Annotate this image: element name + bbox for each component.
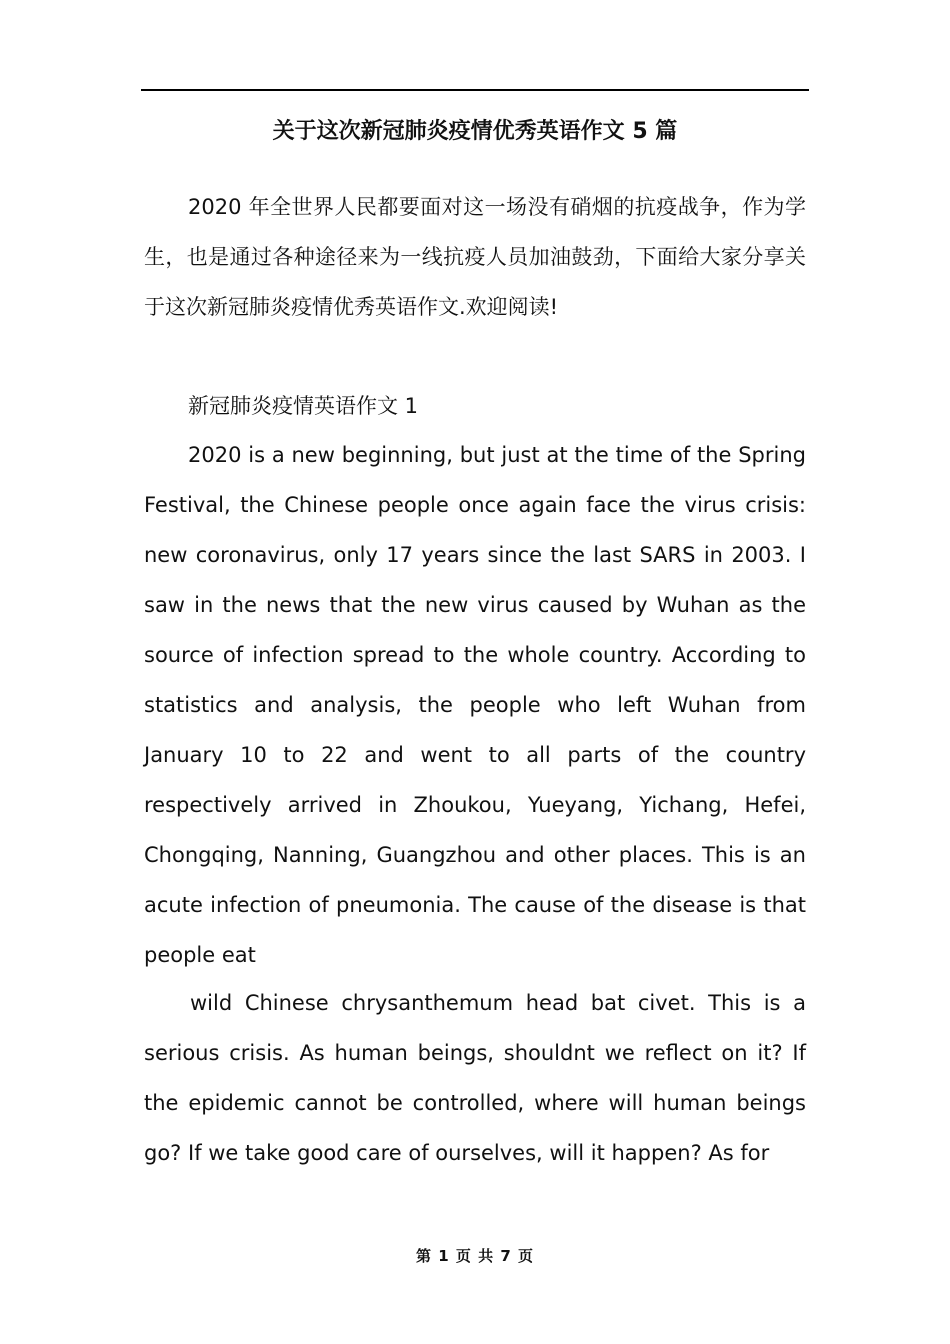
section-heading: 新冠肺炎疫情英语作文 1 (188, 394, 419, 418)
document-title: 关于这次新冠肺炎疫情优秀英语作文 5 篇 (272, 119, 678, 144)
intro-paragraph: 2020 年全世界人民都要面对这一场没有硝烟的抗疫战争，作为学生，也是通过各种途径来为一线抗疫人员加油鼓劲，下面给大家分享关于这次新冠肺炎疫情优秀英语作文.欢迎阅读! (144, 195, 806, 319)
header-rule (141, 89, 809, 91)
essay-paragraph-1: 2020 is a new beginning, but just at the time of the Spring Festival, the Chinese people once again face the virus crisis: new coronavirus, only 17 years since the last SARS in 2003. I saw in the news that the new virus caused by Wuhan as the source of infection spread to the whole country. According to statistics and analysis, the people who left Wuhan from January 10 to 22 and went to all parts of the country respectively arrived in Zhoukou, Yueyang, Yichang, Hefei, Chongqing, Nanning, Guangzhou and other places. This is an acute infection of pneumonia. The cause of the disease is that people eat (144, 443, 806, 967)
essay-paragraph-2: wild Chinese chrysanthemum head bat civet. This is a serious crisis. As human beings, shouldnt we reflect on it? If the epidemic cannot be controlled, where will human beings go? If we take good care of ourselves, will it happen? As for (144, 991, 806, 1165)
page-number-footer: 第 1 页 共 7 页 (416, 1247, 534, 1265)
